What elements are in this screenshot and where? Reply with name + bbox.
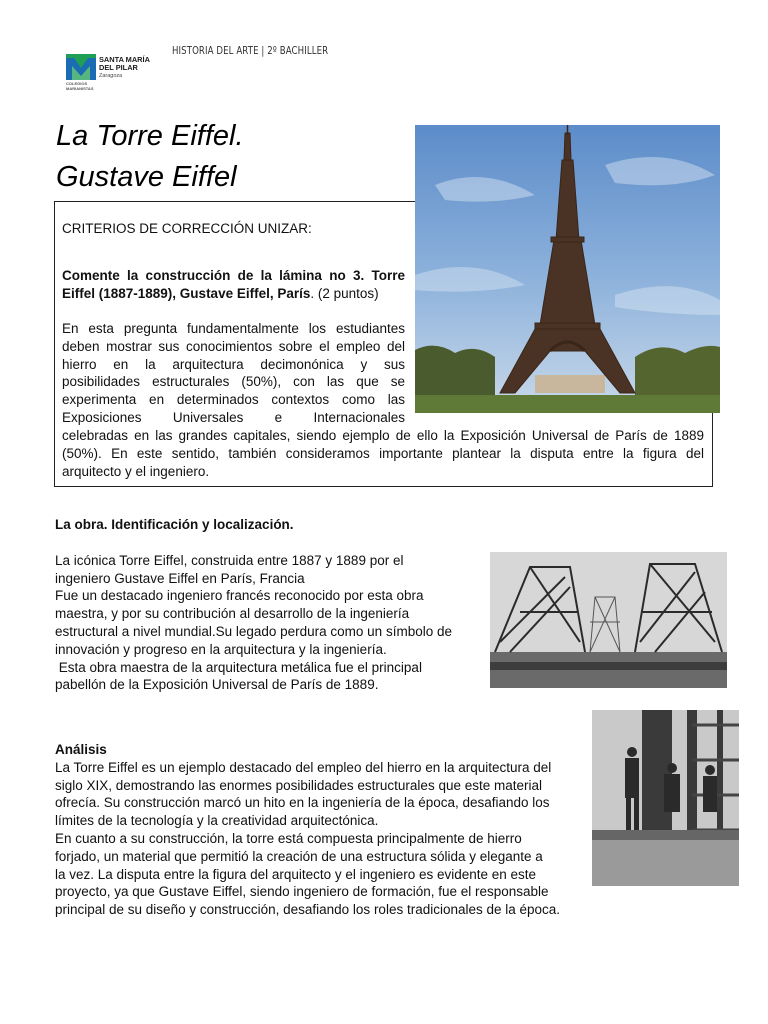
criteria-body-line: celebradas en las grandes capitales, siendo ejemplo de ello la Exposición Universal de París de 1889 bbox=[62, 428, 704, 443]
criteria-question-points: . (2 puntos) bbox=[310, 286, 379, 301]
obra-line: pabellón de la Exposición Universal de París de 1889. bbox=[55, 677, 379, 692]
criteria-body-line: deben mostrar sus conocimientos sobre el empleo del bbox=[62, 339, 405, 354]
tower-construction-photo bbox=[490, 552, 727, 688]
obra-line: estructural a nivel mundial.Su legado perdura como un símbolo de bbox=[55, 624, 452, 639]
analisis-line: la vez. La disputa entre la figura del arquitecto y el ingeniero es evidente en este bbox=[55, 867, 537, 882]
criteria-body-line: experimenta en determinados contextos como las bbox=[62, 392, 405, 407]
criteria-body-line: En esta pregunta fundamentalmente los estudiantes bbox=[62, 321, 405, 336]
criteria-body-line: arquitecto y el ingeniero. bbox=[62, 464, 210, 479]
workers-riveting-photo bbox=[592, 710, 739, 886]
logo-name-line-1: SANTA MARÍA bbox=[99, 55, 150, 64]
analisis-line: límites de la tecnología y la creatividad arquitectónica. bbox=[55, 813, 379, 828]
school-logo bbox=[66, 52, 176, 90]
logo-name-line-2: DEL PILAR bbox=[99, 63, 138, 72]
criteria-question-line-1: Comente la construcción de la lámina no 3. Torre bbox=[62, 268, 405, 283]
analisis-line: principal de su diseño y construcción, desafiando los roles tradicionales de la época. bbox=[55, 902, 561, 917]
eiffel-tower-photo bbox=[415, 125, 720, 413]
criteria-body-line: (50%). En este sentido, también consideramos importante plantear la disputa entre la figura del bbox=[62, 446, 704, 461]
criteria-heading: CRITERIOS DE CORRECCIÓN UNIZAR: bbox=[62, 221, 312, 236]
analisis-line: forjado, un material que permitió la creación de una estructura sólida y elegante a bbox=[55, 849, 543, 864]
obra-line: Esta obra maestra de la arquitectura metálica fue el principal bbox=[55, 660, 422, 675]
criteria-body-line: posibilidades estructurales (50%), con las que se bbox=[62, 374, 405, 389]
logo-subtitle-line-1: COLEGIOS bbox=[66, 81, 88, 86]
criteria-body-line: hierro en la arquitectura decimonónica y sus bbox=[62, 357, 405, 372]
criteria-body-line: Exposiciones Universales e Internacionales bbox=[62, 410, 405, 425]
analisis-line: siglo XIX, demostrando las enormes posibilidades estructurales que este material bbox=[55, 778, 543, 793]
logo-subtitle-line-2: MARIANISTAS bbox=[66, 85, 94, 91]
page-title bbox=[56, 116, 244, 198]
analisis-line: proyecto, ya que Gustave Eiffel, siendo ingeniero de formación, fue el responsable bbox=[55, 884, 549, 899]
section-heading-obra: La obra. Identificación y localización. bbox=[55, 517, 294, 532]
criteria-question-line-2 bbox=[62, 285, 379, 303]
logo-subtitle bbox=[66, 82, 93, 91]
criteria-question-bold: Eiffel (1887-1889), Gustave Eiffel, París bbox=[62, 286, 311, 301]
page-title-line-2: Gustave Eiffel bbox=[56, 161, 237, 193]
logo-name bbox=[99, 56, 150, 72]
course-header: HISTORIA DEL ARTE | 2º BACHILLER bbox=[172, 45, 329, 57]
obra-line: ingeniero Gustave Eiffel en París, Francia bbox=[55, 571, 305, 586]
analisis-line: ofrecía. Su construcción marcó un hito en la ingeniería de la época, desafiando los bbox=[55, 795, 550, 810]
obra-line: Fue un destacado ingeniero francés reconocido por esta obra bbox=[55, 588, 424, 603]
logo-city: Zaragoza bbox=[99, 73, 123, 79]
obra-line: La icónica Torre Eiffel, construida entre 1887 y 1889 por el bbox=[55, 553, 404, 568]
analisis-line: La Torre Eiffel es un ejemplo destacado del empleo del hierro en la arquitectura del bbox=[55, 760, 552, 775]
obra-line: innovación y progreso en la arquitectura y la ingeniería. bbox=[55, 642, 387, 657]
school-logo-icon bbox=[66, 54, 96, 80]
section-heading-analisis: Análisis bbox=[55, 742, 107, 757]
obra-line: maestra, y por su contribución al desarrollo de la ingeniería bbox=[55, 606, 410, 621]
page-title-line-1: La Torre Eiffel. bbox=[56, 120, 244, 152]
analisis-line: En cuanto a su construcción, la torre está compuesta principalmente de hierro bbox=[55, 831, 522, 846]
